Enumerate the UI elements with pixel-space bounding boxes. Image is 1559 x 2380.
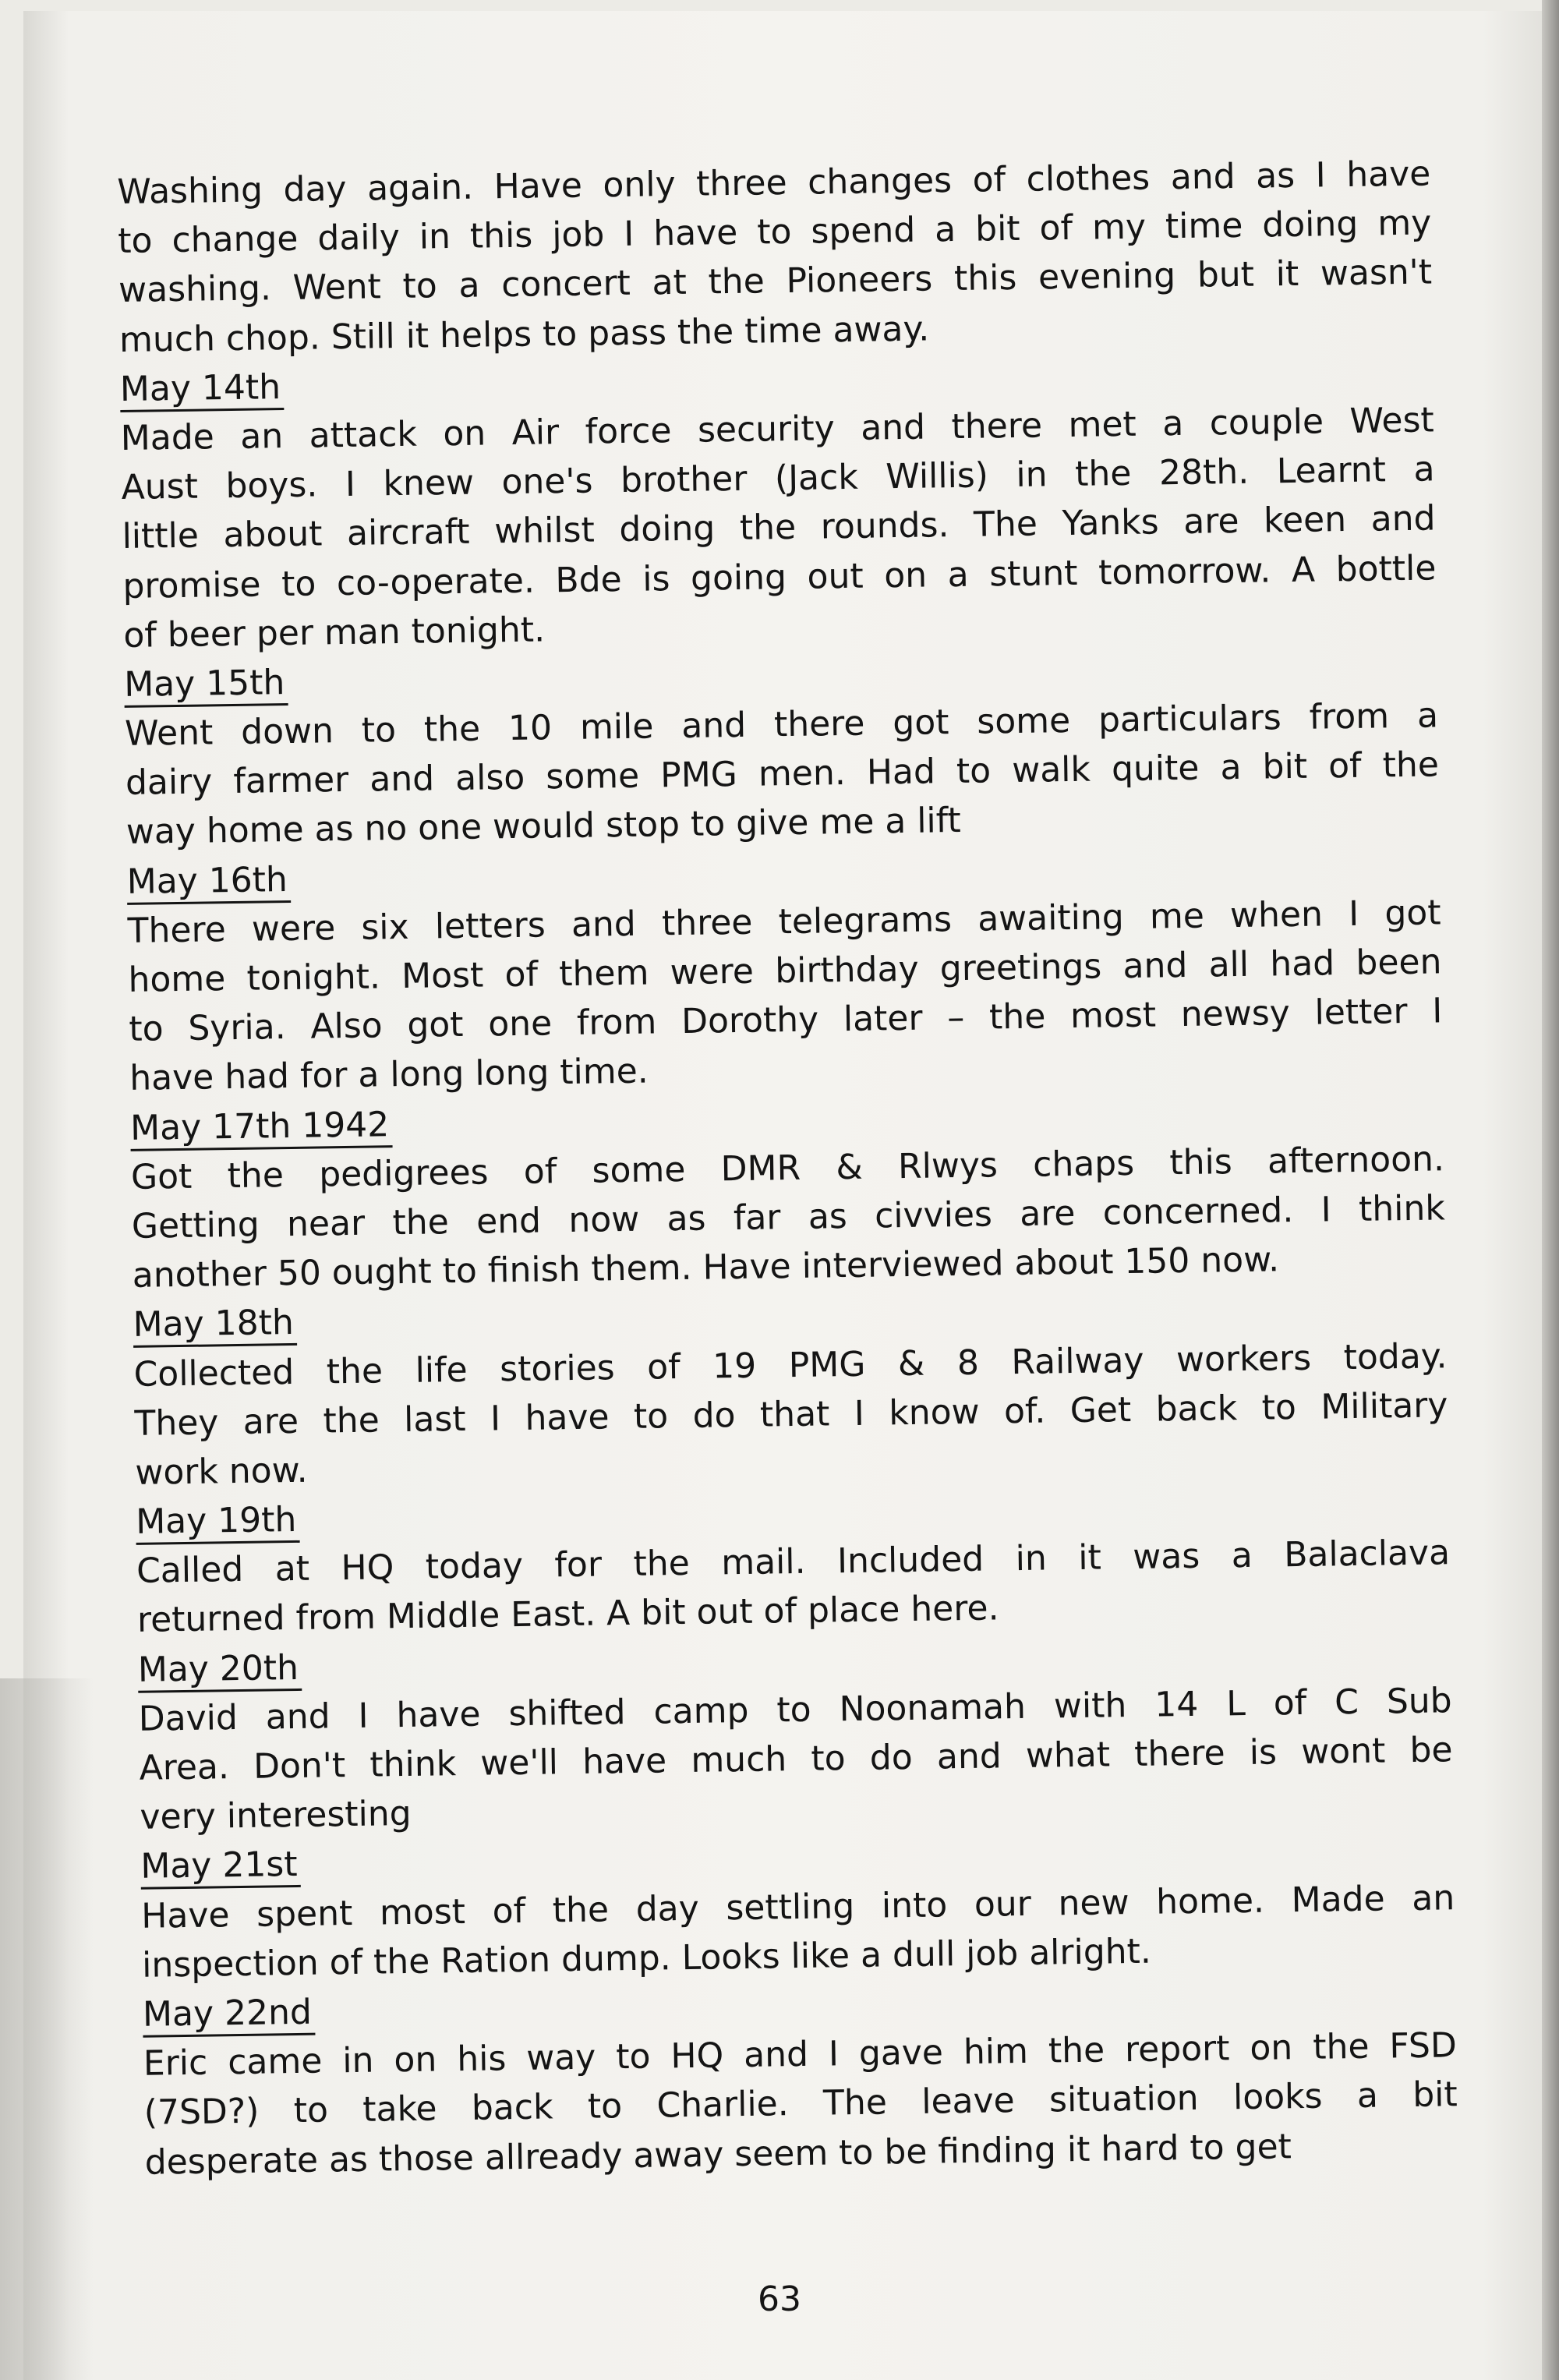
page-shadow bbox=[0, 1678, 94, 2380]
text-line: Went down to the 10 mile and there got some particulars from a bbox=[124, 695, 1439, 754]
text-line: another 50 ought to finish them. Have interviewed about 150 now. bbox=[132, 1240, 1280, 1296]
entry-date: May 16th bbox=[126, 860, 291, 905]
text-line: Have spent most of the day settling into our new home. Made an bbox=[140, 1877, 1455, 1936]
text-line: washing. Went to a concert at the Pioneers this evening but it wasn't bbox=[118, 252, 1433, 311]
page-edge bbox=[1542, 0, 1559, 2380]
text-line: much chop. Still it helps to pass the time away. bbox=[118, 309, 930, 360]
entry-date: May 15th bbox=[124, 663, 288, 708]
text-line: Getting near the end now as far as civvies are concerned. I think bbox=[131, 1188, 1446, 1247]
text-line: Got the pedigrees of some DMR & Rlwys chaps this afternoon. bbox=[130, 1139, 1445, 1197]
text-line: Collected the life stories of 19 PMG & 8 Railway workers today. bbox=[133, 1335, 1448, 1395]
diary-entry bbox=[143, 1972, 1458, 2187]
text-line: little about aircraft whilst doing the rounds. The Yanks are keen and bbox=[122, 498, 1436, 557]
entry-date: May 20th bbox=[138, 1648, 302, 1693]
diary-entry bbox=[140, 1824, 1455, 1990]
text-line: Aust boys. I knew one's brother (Jack Willis) in the 28th. Learnt a bbox=[121, 449, 1435, 508]
text-line: Area. Don't think we'll have much to do and what there is wont be bbox=[139, 1730, 1453, 1788]
diary-entry bbox=[120, 346, 1437, 660]
text-line: promise to co-operate. Bde is going out on a stunt tomorrow. A bottle bbox=[122, 547, 1437, 606]
text-line: David and I have shifted camp to Noonamah with 14 L of C Sub bbox=[138, 1681, 1452, 1739]
text-line: Washing day again. Have only three changes of clothes and as I have bbox=[117, 154, 1431, 212]
diary-entry bbox=[133, 1282, 1448, 1498]
diary-entry bbox=[124, 642, 1440, 857]
text-line: There were six letters and three telegrams awaiting me when I got bbox=[127, 893, 1441, 951]
diary-entry bbox=[130, 1085, 1446, 1300]
entry-date: May 19th bbox=[136, 1500, 300, 1545]
text-line: Called at HQ today for the mail. Included in it was a Balaclava bbox=[136, 1533, 1451, 1592]
entry-date: May 18th bbox=[133, 1303, 297, 1348]
text-line: (7SD?) to take back to Charlie. The leave situation looks a bit bbox=[143, 2074, 1458, 2134]
text-line: They are the last I have to do that I know of. Get back to Military bbox=[134, 1385, 1448, 1444]
text-line: inspection of the Ration dump. Looks like a dull job alright. bbox=[141, 1931, 1152, 1986]
text-line: returned from Middle East. A bit out of place here. bbox=[136, 1588, 999, 1641]
diary-entry bbox=[126, 839, 1443, 1103]
entry-date: May 22nd bbox=[143, 1993, 316, 2038]
text-line: Eric came in on his way to HQ and I gave him the report on the FSD bbox=[143, 2025, 1458, 2084]
text-line: to Syria. Also got one from Dorothy later – the most newsy letter I bbox=[129, 991, 1443, 1050]
page-number: 63 bbox=[758, 2279, 801, 2319]
diary-entry bbox=[117, 149, 1433, 364]
text-line: very interesting bbox=[140, 1794, 412, 1837]
text-line: Made an attack on Air force security and there met a couple West bbox=[120, 400, 1435, 458]
text-line: way home as no one would stop to give me a lift bbox=[125, 801, 962, 853]
diary-entry bbox=[137, 1627, 1453, 1842]
text-line: home tonight. Most of them were birthday greetings and all had been bbox=[128, 942, 1442, 1000]
entry-date: May 21st bbox=[140, 1844, 301, 1890]
text-line: dairy farmer and also some PMG men. Had to walk quite a bit of the bbox=[125, 744, 1440, 804]
entry-date: May 17th 1942 bbox=[130, 1105, 393, 1151]
diary-text bbox=[117, 149, 1458, 2187]
text-line: to change daily in this job I have to spend a bit of my time doing my bbox=[117, 203, 1432, 262]
entry-date: May 14th bbox=[120, 367, 285, 412]
text-line: desperate as those allready away seem to be finding it hard to get bbox=[144, 2126, 1292, 2183]
text-line: of beer per man tonight. bbox=[123, 610, 546, 656]
diary-entry bbox=[136, 1479, 1451, 1645]
text-line: work now. bbox=[135, 1450, 308, 1493]
text-line: have had for a long long time. bbox=[129, 1051, 649, 1099]
